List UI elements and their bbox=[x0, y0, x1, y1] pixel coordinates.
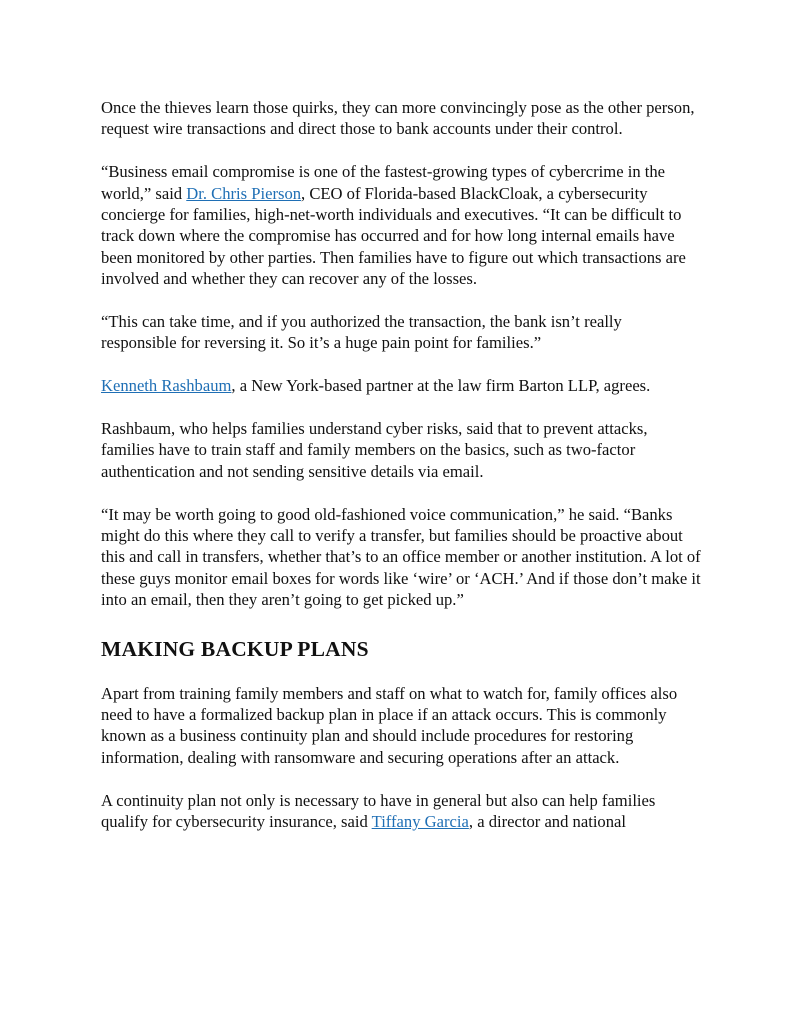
paragraph-continuity-plan bbox=[101, 790, 701, 833]
link-chris-pierson[interactable]: Dr. Chris Pierson bbox=[186, 183, 302, 203]
paragraph-text: , a director and national bbox=[468, 812, 627, 832]
paragraph-rashbaum-agrees bbox=[101, 375, 701, 396]
paragraph-thieves-quirks: Once the thieves learn those quirks, they can more convincingly pose as the other person, request wire transactions and direct those to bank accounts under their control. bbox=[101, 98, 695, 139]
paragraph-backup-plan: Apart from training family members and staff on what to watch for, family offices also need to have a formalized backup plan in place if an attack occurs. This is commonly known as a business continuity plan and should include procedures for restoring information, dealing with ransomware and securing operations after an attack. bbox=[101, 683, 678, 767]
paragraph-text: , CEO of Florida-based BlackCloak, a cybersecurity concierge for families, high-net-worth individuals and executives. “It can be difficult to track down where the compromise has occurred and for how long internal emails have been monitored by other parties. Then families have to figure out which transactions are involved and whether they can recover any of the losses. bbox=[101, 183, 686, 289]
link-kenneth-rashbaum[interactable]: Kenneth Rashbaum bbox=[101, 376, 232, 396]
paragraph-text: A continuity plan not only is necessary to have in general but also can help families qualify for cybersecurity insurance, said bbox=[101, 790, 656, 832]
section-heading: MAKING BACKUP PLANS bbox=[101, 636, 369, 661]
document-page bbox=[101, 97, 701, 854]
paragraph-text: “Business email compromise is one of the fastest-growing types of cybercrime in the world,” said bbox=[101, 162, 666, 203]
paragraph-cyber-risks: Rashbaum, who helps families understand cyber risks, said that to prevent attacks, families have to train staff and family members on the basics, such as two-factor authentication and not sending sensitive details via email. bbox=[101, 419, 648, 481]
paragraph-text: , a New York-based partner at the law firm Barton LLP, agrees. bbox=[231, 376, 651, 396]
link-tiffany-garcia[interactable]: Tiffany Garcia bbox=[371, 812, 469, 832]
paragraph-voice-communication: “It may be worth going to good old-fashioned voice communication,” he said. “Banks might do this where they call to verify a transfer, but families should be proactive about this and call in transfers, whether that’s to an office member or another institution. A lot of these guys monitor email boxes for words like ‘wire’ or ‘ACH.’ And if those don’t make it into an email, then they aren’t going to get picked up.” bbox=[101, 504, 701, 610]
paragraph-business-email-compromise bbox=[101, 161, 701, 289]
paragraph-pain-point: “This can take time, and if you authorized the transaction, the bank isn’t really responsible for reversing it. So it’s a huge pain point for families.” bbox=[101, 312, 622, 353]
